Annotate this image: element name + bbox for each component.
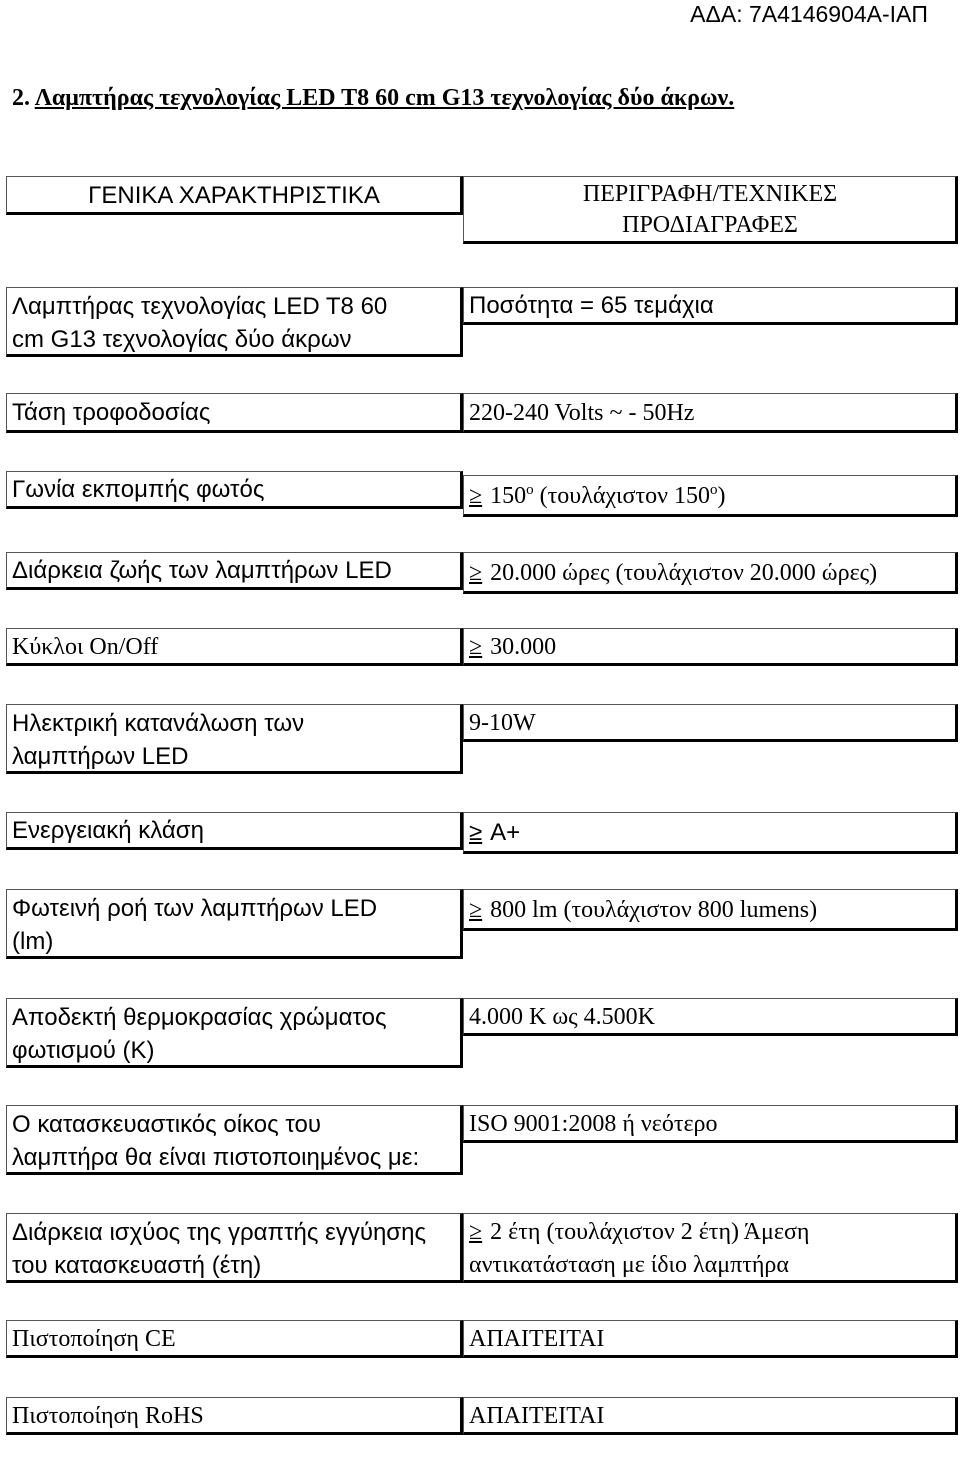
row-ce-label: Πιστοποίηση CE xyxy=(6,1320,463,1358)
row-lifetime-value: ≥ 20.000 ώρες (τουλάχιστον 20.000 ώρες) xyxy=(463,552,958,594)
row-energy-class-label: Ενεργειακή κλάση xyxy=(6,812,463,850)
row-luminous-flux-value: ≥ 800 lm (τουλάχιστον 800 lumens) xyxy=(463,889,958,931)
row-warranty-label: Διάρκεια ισχύος της γραπτής εγγύησης του κατασκευαστή (έτη) xyxy=(6,1213,463,1283)
row-power-label: Ηλεκτρική κατανάλωση των λαμπτήρων LED xyxy=(6,704,463,774)
row-power-value: 9-10W xyxy=(463,704,958,742)
row-rohs-label: Πιστοποίηση RoHS xyxy=(6,1397,463,1435)
row-lamp-label: Λαμπτήρας τεχνολογίας LED T8 60 cm G13 τεχνολογίας δύο άκρων xyxy=(6,287,463,357)
ge-symbol: ≥ xyxy=(469,897,483,923)
row-color-temp-label: Αποδεκτή θερμοκρασίας χρώματος φωτισμού (K) xyxy=(6,998,463,1068)
row-voltage-value: 220-240 Volts ~ - 50Hz xyxy=(463,393,958,433)
row-ce-value: ΑΠΑΙΤΕΙΤΑΙ xyxy=(463,1320,958,1358)
row-beam-angle-label: Γωνία εκπομπής φωτός xyxy=(6,471,463,509)
section-number: 2. xyxy=(12,85,30,111)
ge-symbol: ≥ xyxy=(469,1219,483,1245)
row-iso-label: Ο κατασκευαστικός οίκος του λαμπτήρα θα είναι πιστοποιημένος με: xyxy=(6,1105,463,1175)
row-cycles-label: Κύκλοι On/Off xyxy=(6,628,463,666)
ge-symbol: ≥ xyxy=(469,819,483,846)
header-general-characteristics: ΓΕΝΙΚΑ ΧΑΡΑΚΤΗΡΙΣΤΙΚΑ xyxy=(6,176,463,215)
row-lifetime-label: Διάρκεια ζωής των λαμπτήρων LED xyxy=(6,552,463,590)
row-beam-angle-value: ≥ $150^o$ (τουλάχιστον $150^o$) xyxy=(463,475,958,517)
row-color-temp-value: 4.000 K ως 4.500K xyxy=(463,998,958,1036)
row-cycles-value: ≥ 30.000 xyxy=(463,628,958,666)
row-lamp-quantity: Ποσότητα = 65 τεμάχια xyxy=(463,287,958,325)
header-description-specs: ΠΕΡΙΓΡΑΦΗ/ΤΕΧΝΙΚΕΣ ΠΡΟΔΙΑΓΡΑΦΕΣ xyxy=(463,176,958,244)
row-rohs-value: ΑΠΑΙΤΕΙΤΑΙ xyxy=(463,1397,958,1435)
row-voltage-label: Τάση τροφοδοσίας xyxy=(6,393,463,433)
section-title: Λαμπτήρας τεχνολογίας LED T8 60 cm G13 τεχνολογίας δύο άκρων. xyxy=(34,85,735,111)
row-luminous-flux-label: Φωτεινή ροή των λαμπτήρων LED (lm) xyxy=(6,889,463,959)
ada-code: ΑΔΑ: 7Α4146904Α-ΙΑΠ xyxy=(690,1,928,27)
row-warranty-value: ≥ 2 έτη (τουλάχιστον 2 έτη) Άμεση αντικατάσταση με ίδιο λαμπτήρα xyxy=(463,1213,958,1283)
ge-symbol: ≥ xyxy=(469,560,483,586)
section-heading xyxy=(12,83,734,113)
ge-symbol: ≥ xyxy=(469,483,483,509)
row-iso-value: ISO 9001:2008 ή νεότερο xyxy=(463,1105,958,1143)
ge-symbol: ≥ xyxy=(469,634,483,660)
row-energy-class-value: ≥ A+ xyxy=(463,812,958,854)
